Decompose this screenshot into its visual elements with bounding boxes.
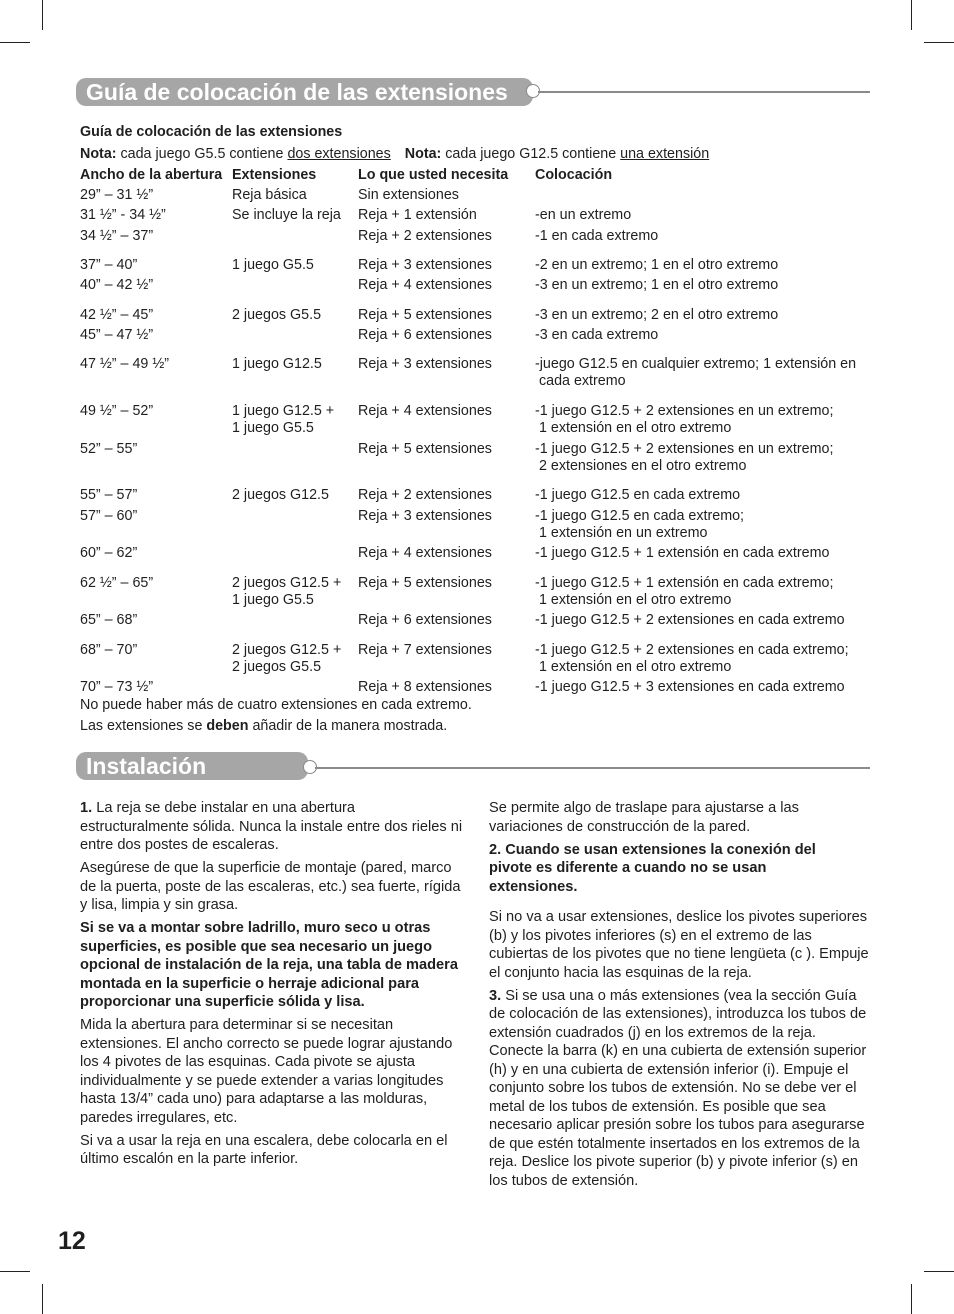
table-cell-ext: 2 juegos G12.5 — [232, 487, 329, 503]
column-header: Colocación — [535, 167, 613, 183]
footnote-text: Las extensiones se — [80, 718, 207, 734]
table-cell-ext: Se incluye la reja — [232, 207, 341, 223]
footnote-bold: deben — [206, 718, 249, 734]
crop-mark-top-right-v — [911, 0, 912, 30]
table-cell-need: Reja + 5 extensiones — [358, 441, 492, 457]
table-cell-place: -1 juego G12.5 + 2 extensiones en un extremo; — [535, 403, 834, 419]
table-cell-need: Reja + 3 extensiones — [358, 356, 492, 372]
table-cell-place: -2 en un extremo; 1 en el otro extremo — [535, 257, 779, 273]
table-cell-place2: 2 extensiones en el otro extremo — [535, 458, 747, 474]
table-cell-place: -1 juego G12.5 en cada extremo — [535, 487, 741, 503]
table-cell-place2: 1 extensión en el otro extremo — [535, 592, 732, 608]
table-footnote — [80, 718, 447, 735]
table-cell-width: 62 ½” – 65” — [80, 575, 154, 591]
table-cell-need: Reja + 6 extensiones — [358, 327, 492, 343]
table-cell-place: -en un extremo — [535, 207, 632, 223]
table-cell-place: -1 juego G12.5 + 2 extensiones en un extremo; — [535, 441, 834, 457]
crop-mark-bottom-right-v — [911, 1284, 912, 1314]
table-cell-width: 29” – 31 ½” — [80, 187, 154, 203]
table-cell-need: Reja + 5 extensiones — [358, 307, 492, 323]
table-cell-ext2: 2 juegos G5.5 — [232, 659, 322, 675]
table-cell-width: 37” – 40” — [80, 257, 138, 273]
table-cell-width: 42 ½” – 45” — [80, 307, 154, 323]
table-cell-ext2: 1 juego G5.5 — [232, 592, 314, 608]
table-footnote: No puede haber más de cuatro extensiones en cada extremo. — [80, 697, 472, 713]
paragraph: Si no va a usar extensiones, deslice los pivotes superiores (b) y los pivotes inferiores (s) en el extremo de las cubiertas de los pivotes que no tiene lengüeta (c ). Empuje el conjunto hacia las esquinas de la reja. — [489, 909, 869, 981]
table-cell-ext: Reja básica — [232, 187, 307, 203]
table-cell-width: 55” – 57” — [80, 487, 138, 503]
table-cell-place2: 1 extensión en el otro extremo — [535, 659, 732, 675]
table-cell-width: 57” – 60” — [80, 508, 138, 524]
note-label: Nota: — [404, 146, 442, 162]
table-cell-ext: 2 juegos G5.5 — [232, 307, 322, 323]
table-cell-ext: 1 juego G12.5 — [232, 356, 322, 372]
table-cell-place: -1 juego G12.5 + 1 extensión en cada extremo — [535, 545, 830, 561]
table-cell-ext: 1 juego G12.5 + — [232, 403, 335, 419]
table-cell-place: -1 juego G12.5 + 2 extensiones en cada extremo; — [535, 642, 849, 658]
table-cell-width: 40” – 42 ½” — [80, 277, 154, 293]
note-text: cada juego G12.5 contiene — [441, 146, 621, 162]
page-number: 12 — [58, 1227, 86, 1255]
table-cell-ext2: 1 juego G5.5 — [232, 420, 314, 436]
table-cell-place: -3 en cada extremo — [535, 327, 659, 343]
paragraph: Mida la abertura para determinar si se necesitan extensiones. El ancho correcto se puede lograr ajustando los 4 pivotes de las esquinas. Cada pivote se ajusta individualmente y se puede extender a varias longitudes hasta 13/4” cada uno) para adaptarse a las molduras, paredes irregulares, etc. — [80, 1017, 453, 1126]
paragraph: Si va a usar la reja en una escalera, debe colocarla en el último escalón en la parte inferior. — [80, 1132, 448, 1167]
table-cell-ext: 1 juego G5.5 — [232, 257, 314, 273]
installation-right-column — [489, 799, 873, 1195]
paragraph — [489, 987, 873, 1191]
crop-mark-top-right-h — [924, 42, 954, 43]
section-rule — [315, 767, 870, 769]
table-cell-need: Reja + 2 extensiones — [358, 487, 492, 503]
column-header: Extensiones — [232, 167, 317, 183]
table-notes — [80, 146, 709, 163]
table-cell-need: Reja + 3 extensiones — [358, 257, 492, 273]
column-header: Ancho de la abertura — [80, 167, 223, 183]
note-underlined: dos extensiones — [287, 146, 391, 162]
footnote-text: añadir de la manera mostrada. — [248, 718, 448, 734]
extension-table — [80, 124, 880, 744]
paragraph: Asegúrese de que la superficie de montaje (pared, marco de la puerta, poste de las escaleras, etc.) sea fuerte, rígida y lisa, limpia y sin grasa. — [80, 860, 461, 913]
table-cell-width: 60” – 62” — [80, 545, 138, 561]
table-cell-need: Sin extensiones — [358, 187, 459, 203]
table-cell-need: Reja + 6 extensiones — [358, 612, 492, 628]
table-cell-width: 45” – 47 ½” — [80, 327, 154, 343]
table-cell-place: -3 en un extremo; 2 en el otro extremo — [535, 307, 779, 323]
crop-mark-bottom-right-h — [924, 1271, 954, 1272]
table-cell-place2: 1 extensión en un extremo — [535, 525, 708, 541]
paragraph-text: Si se usa una o más extensiones (vea la sección Guía de colocación de las extensiones), introduzca los tubos de extensión cuadrados (j) en los extremos de la reja. Conecte la barra (k) en una cubierta de extensión superior (h) y en una cubierta de extensión inferior (i). Empuje el conjunto sobre los tubos de extensión. No se debe ver el metal de los tubos de extensión. Es posible que sea necesario aplicar presión sobre los tubos para asegurarse de que estén totalmente insertados en los extremos de la reja. Deslice los pivote superior (b) y pivote inferior (s) en los tubos de extensión. — [489, 987, 867, 1189]
paragraph-bold: Si se va a montar sobre ladrillo, muro seco u otras superficies, es posible que sea necesario un juego opcional de instalación de la reja, una tabla de madera montada en la superficie o herraje adicional para proporcionar una superficie sólida y lisa. — [80, 920, 458, 1010]
table-cell-width: 49 ½” – 52” — [80, 403, 154, 419]
table-cell-place: -3 en un extremo; 1 en el otro extremo — [535, 277, 779, 293]
table-cell-place: -1 juego G12.5 + 2 extensiones en cada extremo — [535, 612, 845, 628]
table-cell-width: 47 ½” – 49 ½” — [80, 356, 170, 372]
paragraph: Se permite algo de traslape para ajustarse a las variaciones de construcción de la pared. — [489, 800, 799, 835]
installation-left-column — [80, 799, 465, 1173]
table-cell-need: Reja + 4 extensiones — [358, 545, 492, 561]
table-cell-need: Reja + 2 extensiones — [358, 228, 492, 244]
paragraph — [80, 799, 465, 855]
table-cell-need: Reja + 1 extensión — [358, 207, 477, 223]
note-text: cada juego G5.5 contiene — [116, 146, 288, 162]
crop-mark-top-left-v — [42, 0, 43, 30]
table-cell-width: 65” – 68” — [80, 612, 138, 628]
note-underlined: una extensión — [620, 146, 710, 162]
table-cell-width: 52” – 55” — [80, 441, 138, 457]
section-title-extensions: Guía de colocación de las extensiones — [76, 78, 533, 106]
table-cell-place: -1 en cada extremo — [535, 228, 659, 244]
table-cell-place: -1 juego G12.5 + 3 extensiones en cada extremo — [535, 679, 845, 695]
step-number: 1. — [80, 800, 93, 816]
step-number: 3. — [489, 987, 502, 1004]
column-header: Lo que usted necesita — [358, 167, 509, 183]
section-rule — [538, 91, 870, 93]
table-cell-width: 34 ½” – 37” — [80, 228, 154, 244]
table-cell-place2: cada extremo — [535, 373, 626, 389]
table-cell-need: Reja + 3 extensiones — [358, 508, 492, 524]
crop-mark-bottom-left-h — [0, 1271, 30, 1272]
crop-mark-bottom-left-v — [42, 1284, 43, 1314]
table-cell-ext: 2 juegos G12.5 + — [232, 642, 342, 658]
table-cell-need: Reja + 7 extensiones — [358, 642, 492, 658]
crop-mark-top-left-h — [0, 42, 30, 43]
table-cell-ext: 2 juegos G12.5 + — [232, 575, 342, 591]
paragraph-text: La reja se debe instalar en una abertura estructuralmente sólida. Nunca la instale entre dos rieles ni entre dos postes de escaleras. — [80, 800, 463, 853]
table-cell-place: -1 juego G12.5 + 1 extensión en cada extremo; — [535, 575, 834, 591]
table-cell-place2: 1 extensión en el otro extremo — [535, 420, 732, 436]
paragraph-bold: 2. Cuando se usan extensiones la conexión del pivote es diferente a cuando no se usan extensiones. — [489, 841, 816, 895]
table-cell-place: -1 juego G12.5 en cada extremo; — [535, 508, 745, 524]
table-cell-need: Reja + 8 extensiones — [358, 679, 492, 695]
table-cell-need: Reja + 4 extensiones — [358, 277, 492, 293]
section-title-installation: Instalación — [76, 752, 308, 780]
table-heading: Guía de colocación de las extensiones — [80, 124, 343, 140]
table-cell-need: Reja + 5 extensiones — [358, 575, 492, 591]
table-cell-need: Reja + 4 extensiones — [358, 403, 492, 419]
table-cell-width: 31 ½” - 34 ½” — [80, 207, 166, 223]
table-cell-place: -juego G12.5 en cualquier extremo; 1 extensión en — [535, 356, 857, 372]
table-cell-width: 70” – 73 ½” — [80, 679, 154, 695]
table-cell-width: 68” – 70” — [80, 642, 138, 658]
note-label: Nota: — [80, 146, 117, 162]
